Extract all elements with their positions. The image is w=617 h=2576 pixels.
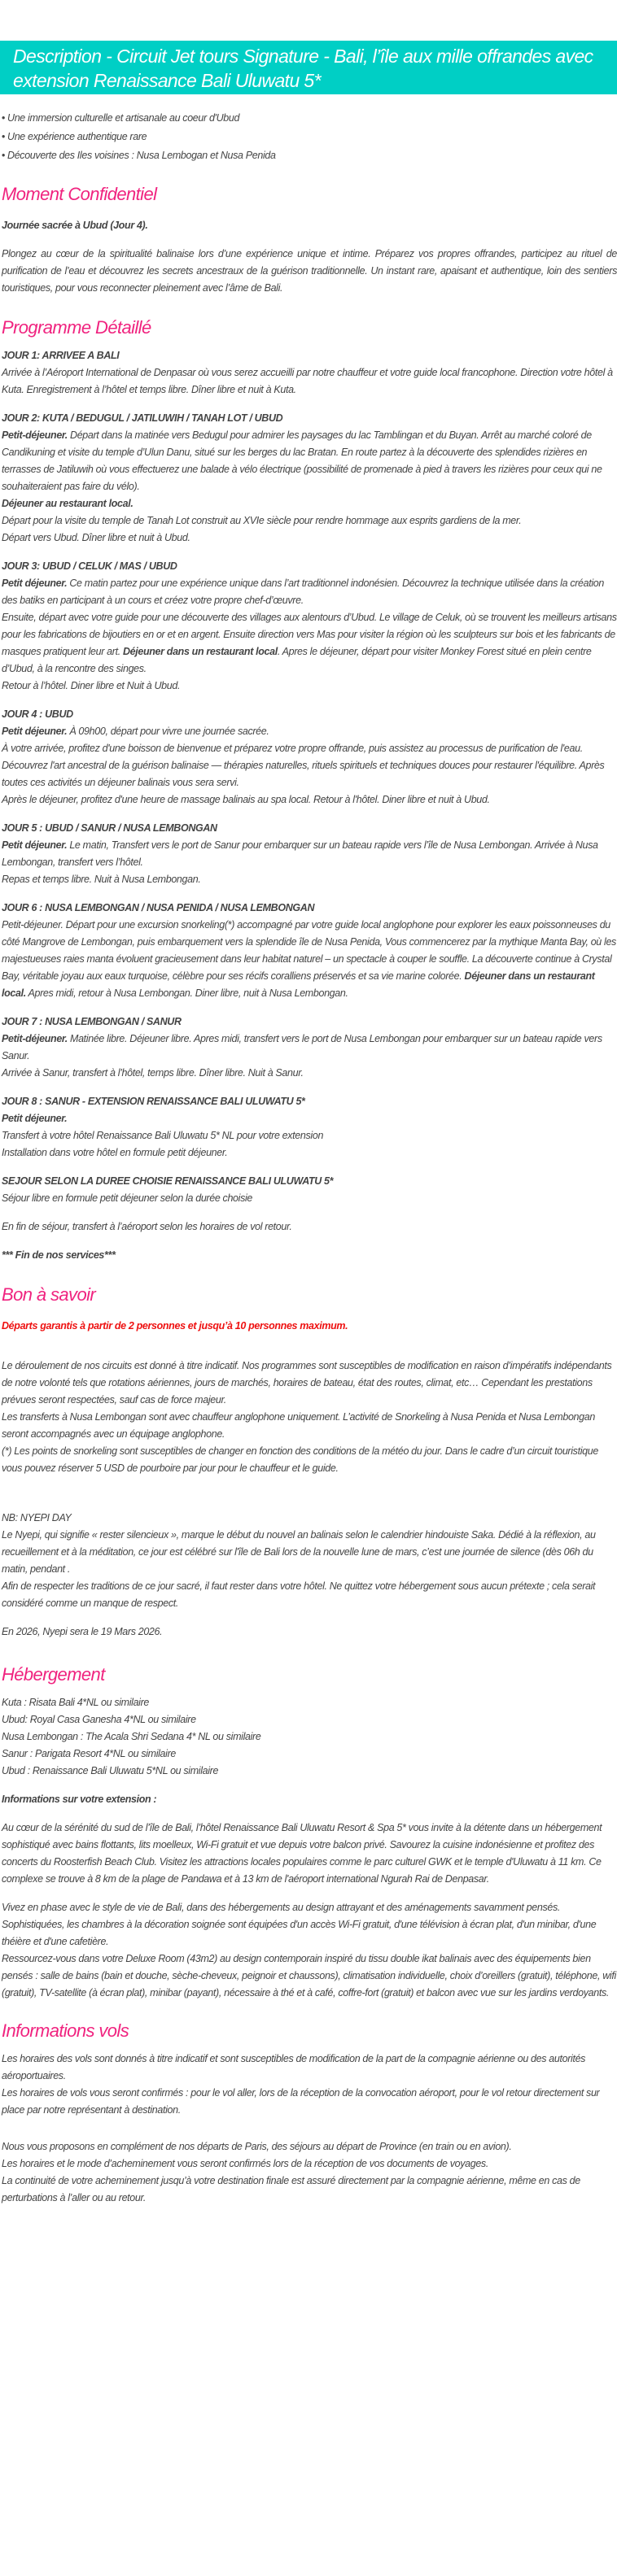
day-text	[2, 609, 617, 678]
day-text-body: Ce matin partez pour une expérience unique dans l’art traditionnel indonésien. Découvrez la technique utilisée dans la création des batiks en participant à un cours et créez votre propre chef-d’œuvre.	[2, 578, 605, 606]
day-text	[2, 723, 617, 740]
day-text	[2, 837, 617, 871]
day-text-body: Ensuite, départ avec votre guide pour une découverte des villages aux alentours d’Ubud. Le village de Celuk, où se trouvent les meilleurs artisans pour les fabrications de bijoutiers en or et en argent. Ensuite direction vers Mas pour visiter la région où les sculpteurs sur bois et les fabricants de masques pratiquent leur art.	[2, 612, 617, 657]
moment-subtitle: Journée sacrée à Ubud (Jour 4).	[2, 220, 148, 231]
highlight-item: • Une immersion culturelle et artisanale au coeur d'Ubud	[2, 109, 617, 128]
day-text-body: . Apres le déjeuner, départ pour visiter Monkey Forest situé en plein centre d’Ubud, à la rencontre des singes.	[2, 646, 592, 674]
day-text-body: Le matin, Transfert vers le port de Sanur pour embarquer sur un bateau rapide vers l’île de Nusa Lembongan. Arrivée à Nusa Lembongan, transfert vers l’hôtel.	[2, 839, 598, 868]
hotel-item: Ubud : Renaissance Bali Uluwatu 5*NL ou similaire	[2, 1765, 219, 1776]
day-text: À votre arrivée, profitez d'une boisson de bienvenue et préparez votre propre offrande, puis assistez au processus de purification de l'eau. Découvrez l'art ancestral de la guérison balinaise — thérapies naturelles, rituels spirituels et techniques douces pour restaurer l'équilibre. Après toutes ces activités un déjeuner balinais vous sera servi.	[2, 743, 605, 788]
stay-block	[2, 1173, 617, 1207]
day-title: JOUR 6 : NUSA LEMBONGAN / NUSA PENIDA / NUSA LEMBONGAN	[2, 902, 315, 913]
flights-text: Les horaires de vols vous seront confirmés : pour le vol aller, lors de la réception de la convocation aéroport, pour le vol retour directement sur place par notre représentant à destination.	[2, 2087, 600, 2116]
day-text: Départ pour la visite du temple de Tanah Lot construit au XVIe siècle pour rendre hommage aux esprits gardiens de la mer.	[2, 515, 522, 526]
day-text-body: Apres midi, retour à Nusa Lembongan. Diner libre, nuit à Nusa Lembongan.	[25, 987, 348, 999]
highlight-item: • Découverte des Iles voisines : Nusa Lembogan et Nusa Penida	[2, 146, 617, 165]
day-text	[2, 917, 617, 1002]
nyepi-text: Le Nyepi, qui signifie « rester silencieux », marque le début du nouvel an balinais selon le calendrier hindouiste Saka. Dédié à la réflexion, au recueillement et à la méditation, ce jour est célébré sur l'île de Bali lors de la nouvelle lune de mars, c’est une journée de silence (dès 06h du matin, pendant .	[2, 1529, 596, 1575]
day-text-body: À 09h00, départ pour vivre une journée sacrée.	[67, 726, 269, 737]
page-title-banner: Description - Circuit Jet tours Signature - Bali, l’île aux mille offrandes avec extension Renaissance Bali Uluwatu 5*	[0, 41, 617, 94]
guarantee-notice: Départs garantis à partir de 2 personnes et jusqu’à 10 personnes maximum.	[2, 1320, 348, 1332]
hotel-item: Sanur : Parigata Resort 4*NL ou similaire	[2, 1748, 177, 1759]
section-heading-moment: Moment Confidentiel	[2, 184, 157, 204]
day-text: Installation dans votre hôtel en formule petit déjeuner.	[2, 1147, 228, 1158]
day-1	[2, 347, 617, 399]
day-text	[2, 1031, 617, 1065]
day-text: Départ vers Ubud. Dîner libre et nuit à Ubud.	[2, 532, 190, 543]
meal-label: Déjeuner dans un restaurant local.	[2, 970, 595, 999]
nyepi-title: NB: NYEPI DAY	[2, 1512, 72, 1523]
end-services-text: *** Fin de nos services***	[2, 1249, 116, 1261]
day-title: JOUR 2: KUTA / BEDUGUL / JATILUWIH / TANAH LOT / UBUD	[2, 412, 283, 424]
day-title: JOUR 1: ARRIVEE A BALI	[2, 350, 120, 361]
day-text-body: Matinée libre. Déjeuner libre. Apres midi, transfert vers le port de Nusa Lembongan pour embarquer sur un bateau rapide vers Sanur.	[2, 1033, 602, 1061]
highlight-item: • Une expérience authentique rare	[2, 128, 617, 146]
content	[0, 109, 617, 2207]
end-transfer-text: En fin de séjour, transfert à l’aéroport selon les horaires de vol retour.	[2, 1221, 292, 1232]
flights-text: Nous vous proposons en complément de nos départs de Paris, des séjours au départ de Province (en train ou en avion).	[2, 2141, 512, 2152]
day-text	[2, 575, 617, 609]
day-title: JOUR 3: UBUD / CELUK / MAS / UBUD	[2, 560, 177, 572]
highlights-list	[2, 109, 617, 165]
day-6	[2, 900, 617, 1002]
hotel-list	[2, 1694, 617, 1780]
day-title: JOUR 5 : UBUD / SANUR / NUSA LEMBONGAN	[2, 822, 217, 834]
nyepi-date: En 2026, Nyepi sera le 19 Mars 2026.	[2, 1626, 163, 1637]
day-text: Transfert à votre hôtel Renaissance Bali Uluwatu 5* NL pour votre extension	[2, 1130, 324, 1141]
day-text-body: Petit-déjeuner. Départ pour une excursion snorkeling(*) accompagné par votre guide local anglophone pour explorer les eaux poissonneuses du côté Mangrove de Lembongan, puis embarquement vers la splendide île de Nusa Penida, Vous commencerez par la mythique Manta Bay, où les majestueuses raies manta évoluent gracieusement dans leur habitat naturel – un spectacle à couper le souffle. La découverte continue à Crystal Bay, véritable joyau aux eaux turquoise, célèbre pour ses récifs coralliens préservés et sa vie marine colorée.	[2, 919, 616, 982]
day-4	[2, 706, 617, 809]
day-8	[2, 1093, 617, 1162]
stay-title: SEJOUR SELON LA DUREE CHOISIE RENAISSANCE BALI ULUWATU 5*	[2, 1175, 334, 1187]
hotel-item: Nusa Lembongan : The Acala Shri Sedana 4* NL ou similaire	[2, 1731, 261, 1742]
meal-label: Petit déjeuner.	[2, 839, 68, 851]
flights-text: Les horaires des vols sont donnés à titre indicatif et sont susceptibles de modification de la part de la compagnie aérienne ou des autorités aéroportuaires.	[2, 2053, 586, 2081]
moment-text: Plongez au cœur de la spiritualité balinaise lors d’une expérience unique et intime. Préparez vos propres offrandes, participez au rituel de purification de l’eau et découvrez les secrets ancestraux de la guérison traditionnelle. Un instant rare, apaisant et authentique, loin des sentiers touristiques, pour vous reconnecter pleinement avec l’âme de Bali.	[2, 248, 617, 294]
meal-label: Petit déjeuner.	[2, 726, 68, 737]
meal-label: Déjeuner dans un restaurant local	[122, 646, 278, 657]
day-text: Arrivée à l’Aéroport International de Denpasar où vous serez accueilli par notre chauffeur et votre guide local francophone. Direction votre hôtel à Kuta. Enregistrement à l’hôtel et temps libre. Dîner libre et nuit à Kuta.	[2, 367, 613, 395]
day-title: JOUR 8 : SANUR - EXTENSION RENAISSANCE BALI ULUWATU 5*	[2, 1096, 305, 1107]
day-7	[2, 1013, 617, 1082]
extension-text: Au cœur de la sérénité du sud de l’île de Bali, l’hôtel Renaissance Bali Uluwatu Resort & Spa 5* vous invite à la détente dans un hébergement sophistiqué avec bains flottants, lits moelleux, Wi-Fi gratuit et vue depuis votre balcon privé. Savourez la cuisine indonésienne et profitez des concerts du Roosterfish Beach Club. Visitez les attractions locales populaires comme le parc culturel GWK et le temple d'Uluwatu à 11 km. Ce complexe se trouve à 8 km de la plage de Pandawa et à 13 km de l'aéroport international Ngurah Rai de Denpasar.	[2, 1822, 602, 1885]
hotel-item: Kuta : Risata Bali 4*NL ou similaire	[2, 1697, 150, 1708]
meal-label: Petit déjeuner.	[2, 578, 68, 589]
hotel-item: Ubud: Royal Casa Ganesha 4*NL ou similaire	[2, 1714, 196, 1725]
info-text: Les transferts à Nusa Lembongan sont avec chauffeur anglophone uniquement. L’activité de Snorkeling à Nusa Penida et Nusa Lembongan seront accompagnés avec un équipage anglophone.	[2, 1411, 595, 1440]
section-heading-programme: Programme Détaillé	[2, 317, 151, 338]
flights-text: Les horaires et le mode d’acheminement vous seront confirmés lors de la réception de vos documents de voyages.	[2, 2158, 488, 2169]
day-2	[2, 410, 617, 547]
day-text-body: Départ dans la matinée vers Bedugul pour admirer les paysages du lac Tamblingan et du Buyan. Arrêt au marché coloré de Candikuning et visite du temple d’Ulun Danu, situé sur les berges du lac Bratan. En route partez à la découverte des splendides rizières en terrasses de Jatiluwih où vous effectuerez une balade à vélo électrique (possibilité de promenade à pied à travers les rizières pour ceux qui ne souhaiteraient pas faire du vélo).	[2, 429, 602, 492]
meal-label: Petit-déjeuner.	[2, 429, 68, 441]
info-text: Le déroulement de nos circuits est donné à titre indicatif. Nos programmes sont susceptibles de modification en raison d’impératifs indépendants de notre volonté tels que rotations aériennes, jours de marchés, horaires de bateau, état des routes, climat, etc… Cependant les prestations prévues seront respectées, sauf cas de force majeur.	[2, 1360, 612, 1406]
nyepi-text: Afin de respecter les traditions de ce jour sacré, il faut rester dans votre hôtel. Ne quittez votre hébergement sous aucun prétexte ; cela serait considéré comme un manque de respect.	[2, 1580, 596, 1609]
day-title: JOUR 4 : UBUD	[2, 708, 73, 720]
day-text: Retour à l’hôtel. Diner libre et Nuit à Ubud.	[2, 680, 181, 691]
extension-text: Vivez en phase avec le style de vie de Bali, dans des hébergements au design attrayant et des aménagements savamment pensés. Sophistiquées, les chambres à la décoration soignée sont équipées d'un accès Wi-Fi gratuit, d'une télévision à écran plat, d'un minibar, d'une théière et d'une cafetière.	[2, 1902, 597, 1947]
day-text: Après le déjeuner, profitez d'une heure de massage balinais au spa local. Retour à l'hôtel. Diner libre et nuit à Ubud.	[2, 794, 490, 805]
flights-text: La continuité de votre acheminement jusqu’à votre destination finale est assuré directement par la compagnie aérienne, même en cas de perturbations à l’aller ou au retour.	[2, 2175, 580, 2203]
day-text	[2, 427, 617, 495]
day-title: JOUR 7 : NUSA LEMBONGAN / SANUR	[2, 1016, 182, 1027]
day-3	[2, 558, 617, 695]
extension-text: Ressourcez-vous dans votre Deluxe Room (43m2) au design contemporain inspiré du tissu double ikat balinais avec des équipements bien pensés : salle de bains (bain et douche, sèche-cheveux, peignoir et chaussons), climatisation individuelle, choix d’oreillers (gratuit), téléphone, wifi (gratuit), TV-satellite (à écran plat), minibar (payant), nécessaire à thé et à café, coffre-fort (gratuit) et balcon avec vue sur les jardins verdoyants.	[2, 1953, 616, 1998]
meal-label: Déjeuner au restaurant local.	[2, 498, 133, 509]
day-text: Arrivée à Sanur, transfert à l’hôtel, temps libre. Dîner libre. Nuit à Sanur.	[2, 1067, 304, 1079]
section-heading-accommodation: Hébergement	[2, 1664, 105, 1685]
section-heading-good-to-know: Bon à savoir	[2, 1284, 96, 1305]
extension-title: Informations sur votre extension :	[2, 1794, 157, 1805]
section-heading-flights: Informations vols	[2, 2020, 129, 2041]
info-text: (*) Les points de snorkeling sont susceptibles de changer en fonction des conditions de la météo du jour. Dans le cadre d’un circuit touristique vous pouvez réserver 5 USD de pourboire par jour pour le chauffeur et le guide.	[2, 1445, 598, 1474]
day-5	[2, 820, 617, 888]
meal-label: Petit-déjeuner.	[2, 1033, 68, 1044]
stay-text: Séjour libre en formule petit déjeuner selon la durée choisie	[2, 1192, 253, 1204]
meal-label: Petit déjeuner.	[2, 1113, 68, 1124]
day-text: Repas et temps libre. Nuit à Nusa Lembongan.	[2, 874, 201, 885]
